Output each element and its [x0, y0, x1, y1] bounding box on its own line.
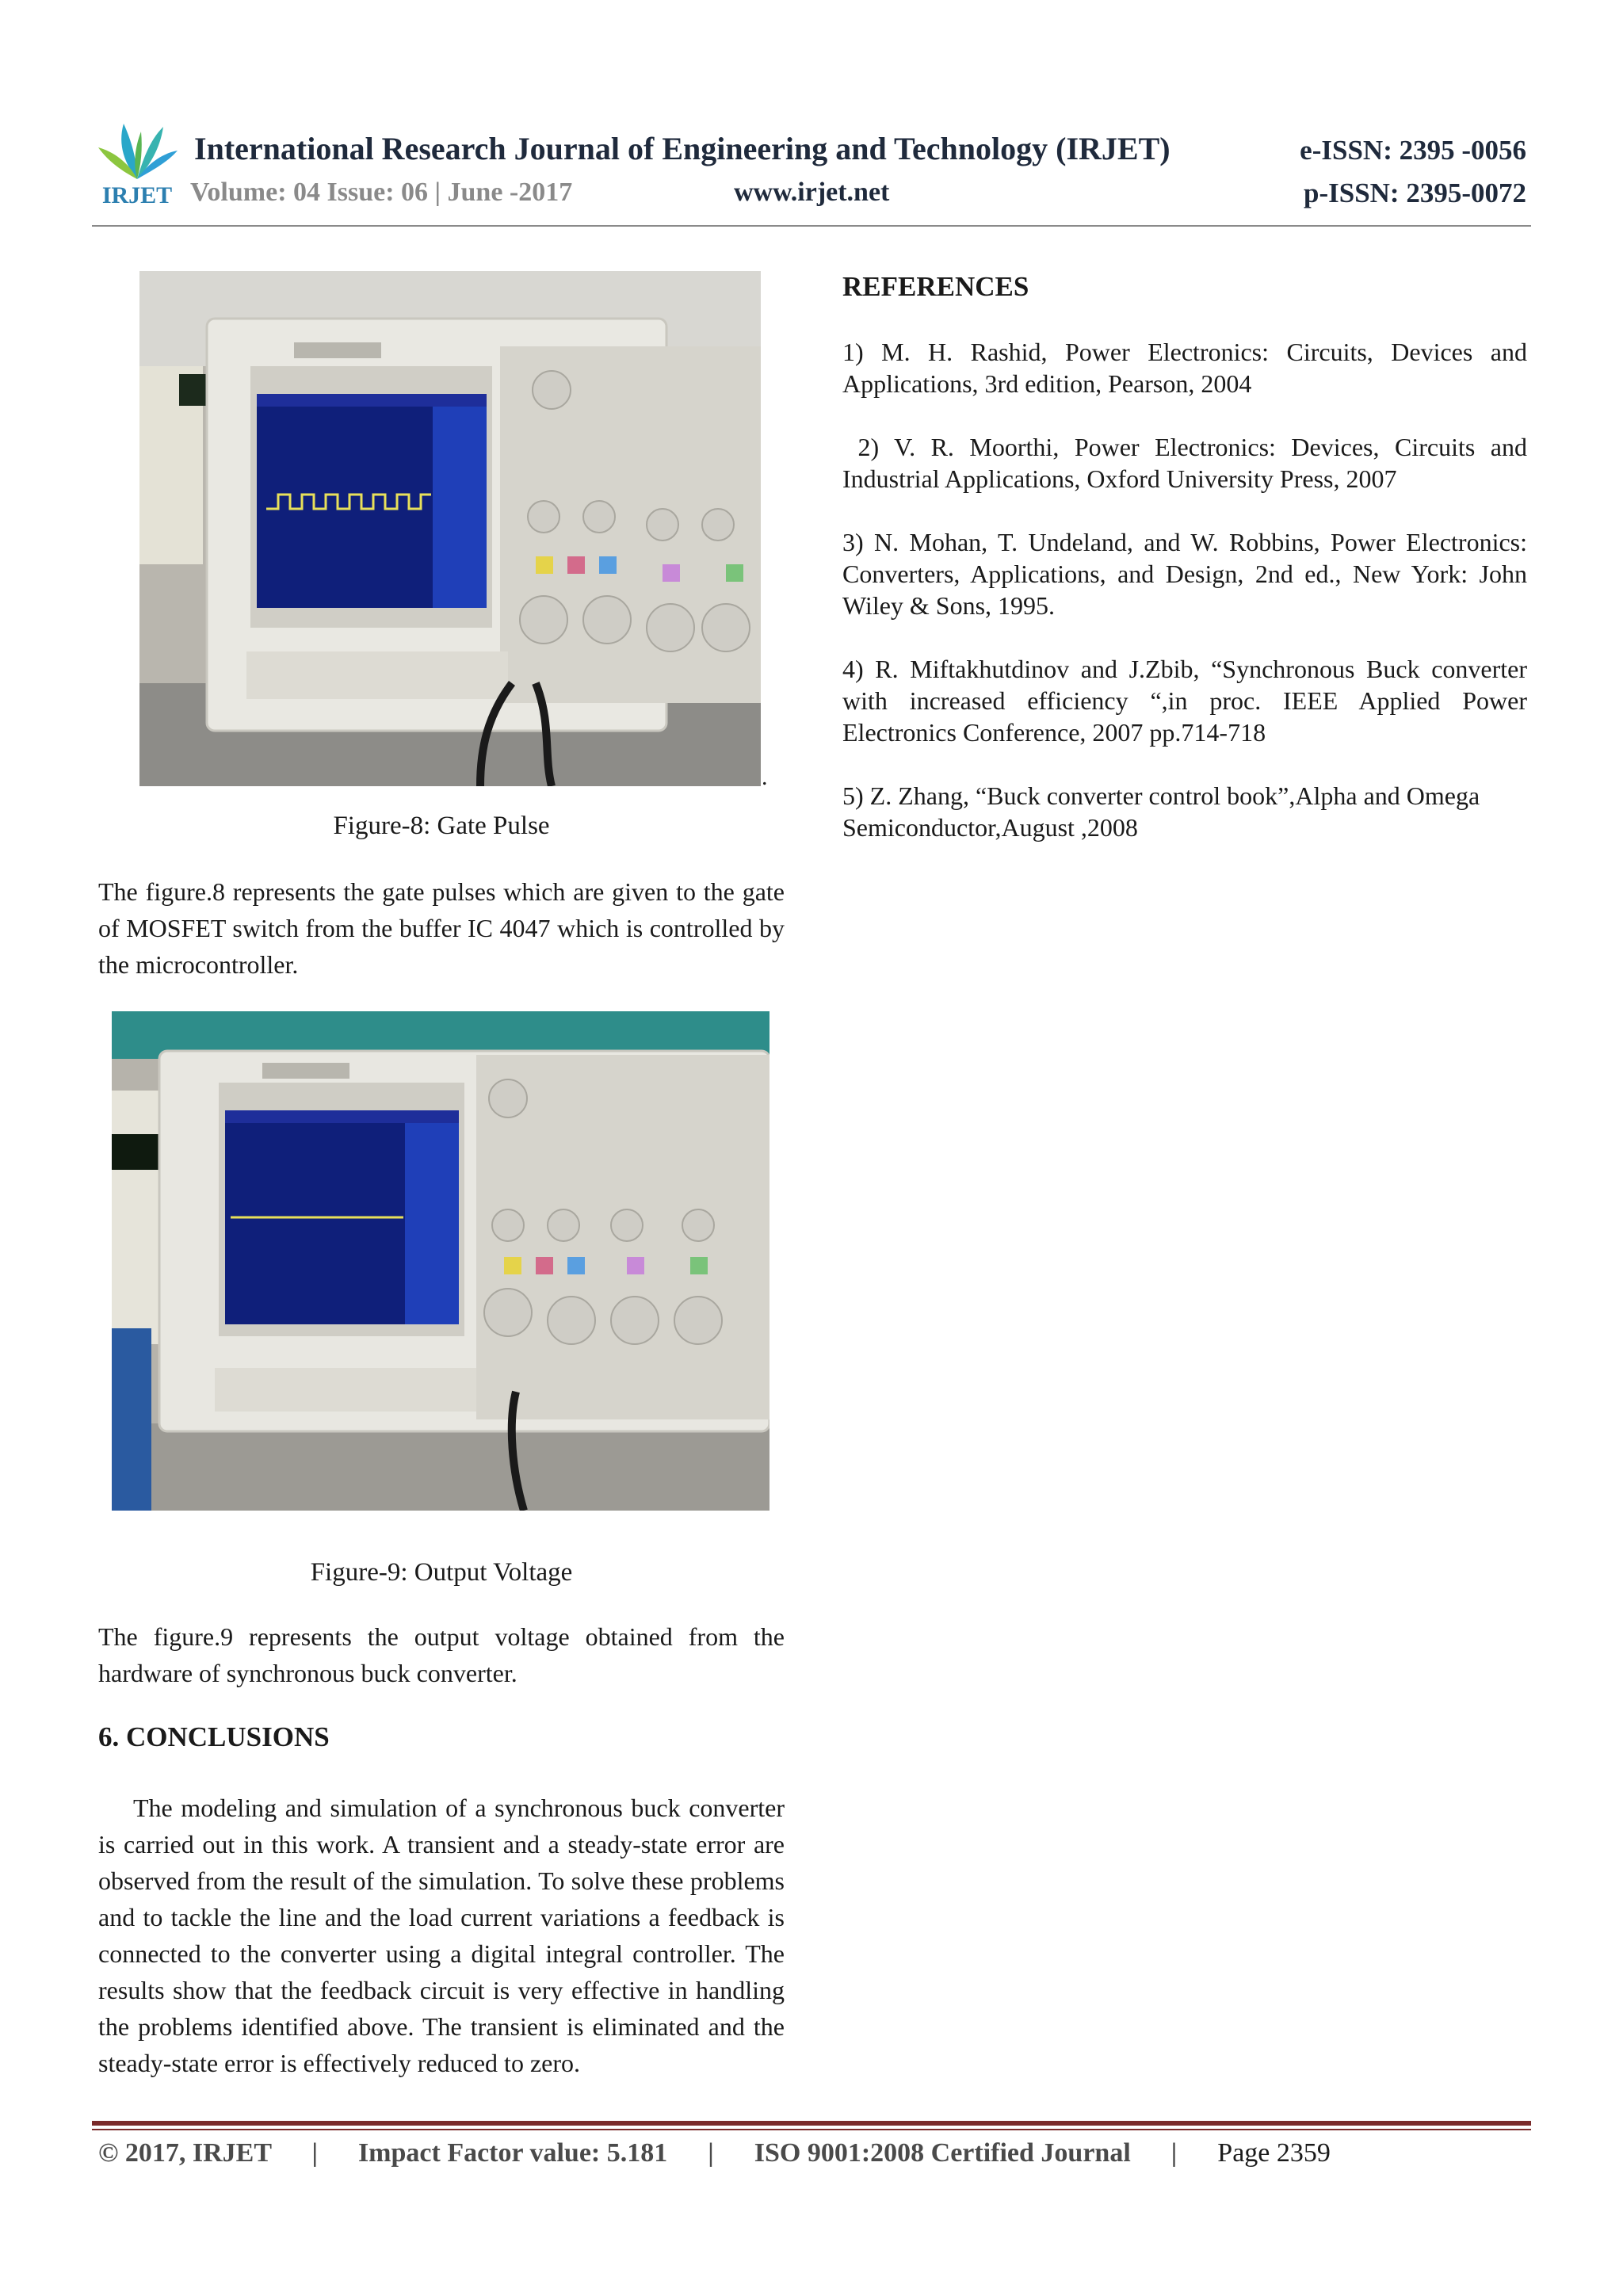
- logo-text: IRJET: [101, 182, 173, 208]
- figure-8-image: [139, 271, 761, 786]
- footer-iso: ISO 9001:2008 Certified Journal: [754, 2138, 1131, 2168]
- reference-item: 3) N. Mohan, T. Undeland, and W. Robbins, Power Electronics: Converters, Applications, and Design, 2nd ed., New York: John Wiley & Sons, 1995.: [842, 528, 1527, 620]
- pissn: p-ISSN: 2395-0072: [1303, 178, 1526, 208]
- footer-separator: |: [311, 2138, 318, 2168]
- footer-copyright: © 2017, IRJET: [98, 2138, 272, 2168]
- footer-separator: |: [708, 2138, 714, 2168]
- conclusions-heading: 6. CONCLUSIONS: [98, 1721, 330, 1752]
- footer-divider-thin: [92, 2129, 1531, 2130]
- figure-9-caption: Figure-9: Output Voltage: [310, 1558, 573, 1587]
- figure-8-description: The figure.8 represents the gate pulses which are given to the gate of MOSFET switch from the buffer IC 4047 which is controlled by the microcontroller.: [98, 877, 785, 979]
- footer-divider-thick: [92, 2121, 1531, 2126]
- header-divider: [92, 225, 1531, 227]
- footer-separator: |: [1170, 2138, 1178, 2168]
- references-heading: REFERENCES: [842, 271, 1029, 302]
- conclusions-text: The modeling and simulation of a synchronous buck converter is carried out in this work. A transient and a steady-state error are observed from the result of the simulation. To solve these problems and to tackle the line and the load current variations a feedback is connected to the converter using a digital integral controller. The results show that the feedback circuit is very effective in handling the problems identified above. The transient is eliminated and the steady-state error is effectively reduced to zero.: [98, 1794, 785, 2077]
- figure-9-image: [112, 1011, 769, 1511]
- logo-leaves-icon: [94, 117, 181, 181]
- figure-8-trailing-dot: .: [762, 764, 768, 790]
- journal-title: International Research Journal of Engineering and Technology (IRJET): [194, 131, 1170, 166]
- reference-item: 4) R. Miftakhutdinov and J.Zbib, “Synchronous Buck converter with increased efficiency “,in proc. IEEE Applied Power Electronics Conference, 2007 pp.714-718: [842, 655, 1527, 747]
- reference-item: 5) Z. Zhang, “Buck converter control book”,Alpha and Omega Semiconductor,August ,2008: [842, 781, 1480, 842]
- footer: [98, 2138, 1331, 2168]
- reference-item: 2) V. R. Moorthi, Power Electronics: Devices, Circuits and Industrial Applications, Oxford University Press, 2007: [842, 433, 1534, 493]
- eissn: e-ISSN: 2395 -0056: [1300, 135, 1526, 166]
- irjet-logo: [94, 117, 181, 211]
- figure-8-caption: Figure-8: Gate Pulse: [333, 812, 550, 840]
- footer-page-number: Page 2359: [1217, 2138, 1331, 2168]
- website-link[interactable]: www.irjet.net: [734, 178, 890, 207]
- volume-issue: Volume: 04 Issue: 06 | June -2017: [190, 178, 573, 207]
- figure-9-description: The figure.9 represents the output voltage obtained from the hardware of synchronous buck converter.: [98, 1622, 785, 1687]
- footer-impact-factor: Impact Factor value: 5.181: [357, 2138, 668, 2168]
- reference-item: 1) M. H. Rashid, Power Electronics: Circuits, Devices and Applications, 3rd edition, Pearson, 2004: [842, 338, 1527, 398]
